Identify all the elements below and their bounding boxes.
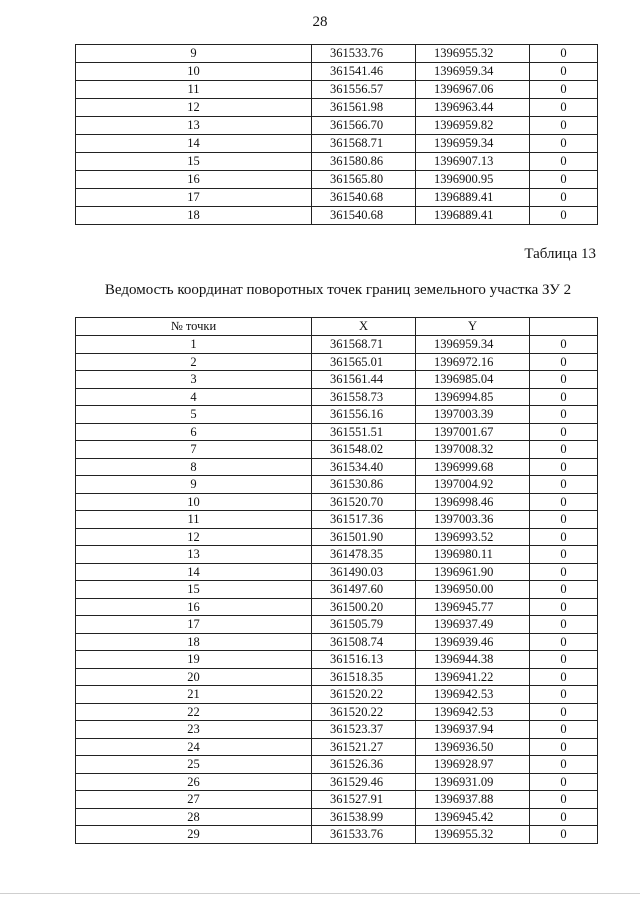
cell-x: 361556.16 — [312, 406, 416, 424]
table-row — [76, 703, 598, 721]
table-row — [76, 738, 598, 756]
cell-x: 361520.22 — [312, 686, 416, 704]
cell-point-number: 11 — [76, 81, 312, 99]
cell-value: 0 — [530, 353, 598, 371]
cell-x: 361490.03 — [312, 563, 416, 581]
cell-value: 0 — [530, 721, 598, 739]
cell-value: 0 — [530, 686, 598, 704]
cell-point-number: 15 — [76, 153, 312, 171]
cell-x: 361478.35 — [312, 546, 416, 564]
cell-x: 361526.36 — [312, 756, 416, 774]
cell-y: 1396999.68 — [416, 458, 530, 476]
cell-value: 0 — [530, 773, 598, 791]
cell-x: 361500.20 — [312, 598, 416, 616]
table-row — [76, 581, 598, 599]
table-row — [76, 99, 598, 117]
cell-point-number: 7 — [76, 441, 312, 459]
cell-y: 1396889.41 — [416, 189, 530, 207]
table-heading: Ведомость координат поворотных точек границ земельного участка ЗУ 2 — [104, 282, 572, 298]
cell-point-number: 16 — [76, 598, 312, 616]
cell-y: 1396963.44 — [416, 99, 530, 117]
cell-x: 361548.02 — [312, 441, 416, 459]
cell-value: 0 — [530, 528, 598, 546]
cell-point-number: 4 — [76, 388, 312, 406]
cell-x: 361516.13 — [312, 651, 416, 669]
cell-y: 1396972.16 — [416, 353, 530, 371]
table-row — [76, 598, 598, 616]
table-row — [76, 189, 598, 207]
cell-y: 1396942.53 — [416, 686, 530, 704]
cell-y: 1396959.34 — [416, 336, 530, 354]
cell-value: 0 — [530, 81, 598, 99]
cell-x: 361533.76 — [312, 45, 416, 63]
table-row — [76, 117, 598, 135]
cell-value: 0 — [530, 791, 598, 809]
table-row — [76, 773, 598, 791]
cell-y: 1396994.85 — [416, 388, 530, 406]
cell-y: 1396937.94 — [416, 721, 530, 739]
cell-value: 0 — [530, 546, 598, 564]
cell-value: 0 — [530, 598, 598, 616]
cell-x: 361580.86 — [312, 153, 416, 171]
cell-value: 0 — [530, 563, 598, 581]
cell-value: 0 — [530, 808, 598, 826]
cell-y: 1396955.32 — [416, 826, 530, 844]
cell-value: 0 — [530, 153, 598, 171]
cell-point-number: 24 — [76, 738, 312, 756]
table-row — [76, 441, 598, 459]
cell-value: 0 — [530, 171, 598, 189]
table-row — [76, 493, 598, 511]
table-row — [76, 563, 598, 581]
table-row — [76, 476, 598, 494]
cell-point-number: 20 — [76, 668, 312, 686]
table-row — [76, 458, 598, 476]
cell-x: 361508.74 — [312, 633, 416, 651]
cell-value: 0 — [530, 511, 598, 529]
cell-y: 1396945.77 — [416, 598, 530, 616]
cell-value: 0 — [530, 207, 598, 225]
cell-value: 0 — [530, 756, 598, 774]
table-row — [76, 511, 598, 529]
cell-point-number: 18 — [76, 207, 312, 225]
cell-point-number: 19 — [76, 651, 312, 669]
table-row — [76, 633, 598, 651]
cell-point-number: 8 — [76, 458, 312, 476]
header-x: X — [312, 318, 416, 336]
table-row — [76, 808, 598, 826]
cell-point-number: 26 — [76, 773, 312, 791]
table-row — [76, 826, 598, 844]
cell-point-number: 10 — [76, 63, 312, 81]
cell-x: 361538.99 — [312, 808, 416, 826]
cell-point-number: 3 — [76, 371, 312, 389]
cell-y: 1397001.67 — [416, 423, 530, 441]
cell-y: 1396907.13 — [416, 153, 530, 171]
table-row — [76, 353, 598, 371]
cell-value: 0 — [530, 668, 598, 686]
cell-value: 0 — [530, 135, 598, 153]
cell-value: 0 — [530, 493, 598, 511]
table-row — [76, 423, 598, 441]
header-extra — [530, 318, 598, 336]
cell-point-number: 28 — [76, 808, 312, 826]
cell-value: 0 — [530, 616, 598, 634]
cell-y: 1397004.92 — [416, 476, 530, 494]
cell-point-number: 16 — [76, 171, 312, 189]
cell-point-number: 17 — [76, 189, 312, 207]
table-row — [76, 388, 598, 406]
cell-value: 0 — [530, 189, 598, 207]
cell-point-number: 12 — [76, 99, 312, 117]
cell-x: 361523.37 — [312, 721, 416, 739]
table-row — [76, 651, 598, 669]
table-row — [76, 171, 598, 189]
cell-x: 361551.51 — [312, 423, 416, 441]
cell-point-number: 2 — [76, 353, 312, 371]
cell-y: 1396945.42 — [416, 808, 530, 826]
cell-value: 0 — [530, 371, 598, 389]
cell-value: 0 — [530, 738, 598, 756]
cell-value: 0 — [530, 423, 598, 441]
cell-x: 361520.70 — [312, 493, 416, 511]
cell-x: 361517.36 — [312, 511, 416, 529]
cell-point-number: 10 — [76, 493, 312, 511]
table-row — [76, 756, 598, 774]
cell-x: 361568.71 — [312, 135, 416, 153]
table-row — [76, 63, 598, 81]
table-row — [76, 528, 598, 546]
cell-y: 1396980.11 — [416, 546, 530, 564]
cell-y: 1396941.22 — [416, 668, 530, 686]
header-y: Y — [416, 318, 530, 336]
cell-value: 0 — [530, 476, 598, 494]
table-row — [76, 616, 598, 634]
table-row — [76, 668, 598, 686]
cell-point-number: 6 — [76, 423, 312, 441]
cell-y: 1396993.52 — [416, 528, 530, 546]
table-row — [76, 45, 598, 63]
cell-point-number: 21 — [76, 686, 312, 704]
cell-y: 1396950.00 — [416, 581, 530, 599]
cell-value: 0 — [530, 651, 598, 669]
cell-point-number: 25 — [76, 756, 312, 774]
cell-y: 1396928.97 — [416, 756, 530, 774]
cell-y: 1397003.39 — [416, 406, 530, 424]
cell-y: 1396967.06 — [416, 81, 530, 99]
cell-x: 361566.70 — [312, 117, 416, 135]
cell-y: 1396889.41 — [416, 207, 530, 225]
cell-point-number: 23 — [76, 721, 312, 739]
cell-point-number: 14 — [76, 563, 312, 581]
cell-value: 0 — [530, 441, 598, 459]
coordinates-table-continued — [75, 44, 598, 225]
cell-x: 361558.73 — [312, 388, 416, 406]
cell-y: 1396937.49 — [416, 616, 530, 634]
cell-value: 0 — [530, 406, 598, 424]
cell-y: 1396985.04 — [416, 371, 530, 389]
cell-value: 0 — [530, 581, 598, 599]
cell-x: 361540.68 — [312, 189, 416, 207]
cell-y: 1396900.95 — [416, 171, 530, 189]
table-row — [76, 791, 598, 809]
cell-point-number: 12 — [76, 528, 312, 546]
cell-y: 1396944.38 — [416, 651, 530, 669]
cell-point-number: 17 — [76, 616, 312, 634]
cell-x: 361533.76 — [312, 826, 416, 844]
cell-y: 1396959.34 — [416, 63, 530, 81]
cell-point-number: 9 — [76, 45, 312, 63]
cell-x: 361501.90 — [312, 528, 416, 546]
cell-point-number: 15 — [76, 581, 312, 599]
cell-x: 361565.80 — [312, 171, 416, 189]
cell-value: 0 — [530, 99, 598, 117]
cell-point-number: 27 — [76, 791, 312, 809]
cell-x: 361568.71 — [312, 336, 416, 354]
cell-value: 0 — [530, 458, 598, 476]
cell-x: 361521.27 — [312, 738, 416, 756]
table-row — [76, 81, 598, 99]
table-row — [76, 686, 598, 704]
table-row — [76, 371, 598, 389]
cell-value: 0 — [530, 336, 598, 354]
cell-x: 361561.44 — [312, 371, 416, 389]
cell-point-number: 11 — [76, 511, 312, 529]
cell-y: 1397003.36 — [416, 511, 530, 529]
cell-point-number: 18 — [76, 633, 312, 651]
table-row — [76, 135, 598, 153]
cell-y: 1396931.09 — [416, 773, 530, 791]
cell-y: 1396998.46 — [416, 493, 530, 511]
cell-x: 361540.68 — [312, 207, 416, 225]
table-header-row — [76, 318, 598, 336]
cell-y: 1396937.88 — [416, 791, 530, 809]
cell-point-number: 29 — [76, 826, 312, 844]
cell-x: 361530.86 — [312, 476, 416, 494]
cell-point-number: 22 — [76, 703, 312, 721]
cell-point-number: 5 — [76, 406, 312, 424]
cell-y: 1396961.90 — [416, 563, 530, 581]
cell-value: 0 — [530, 703, 598, 721]
cell-point-number: 1 — [76, 336, 312, 354]
cell-y: 1396955.32 — [416, 45, 530, 63]
table-row — [76, 546, 598, 564]
cell-x: 361497.60 — [312, 581, 416, 599]
header-point-number: № точки — [76, 318, 312, 336]
cell-y: 1396959.34 — [416, 135, 530, 153]
cell-x: 361541.46 — [312, 63, 416, 81]
table-row — [76, 207, 598, 225]
cell-value: 0 — [530, 826, 598, 844]
page-number: 28 — [312, 14, 328, 30]
cell-y: 1396942.53 — [416, 703, 530, 721]
cell-point-number: 9 — [76, 476, 312, 494]
table-row — [76, 721, 598, 739]
table-row — [76, 153, 598, 171]
cell-value: 0 — [530, 117, 598, 135]
footer-rule — [0, 893, 640, 894]
cell-value: 0 — [530, 45, 598, 63]
cell-x: 361529.46 — [312, 773, 416, 791]
cell-y: 1396959.82 — [416, 117, 530, 135]
table-row — [76, 406, 598, 424]
cell-y: 1396939.46 — [416, 633, 530, 651]
cell-value: 0 — [530, 388, 598, 406]
cell-x: 361565.01 — [312, 353, 416, 371]
cell-x: 361518.35 — [312, 668, 416, 686]
cell-x: 361556.57 — [312, 81, 416, 99]
cell-y: 1397008.32 — [416, 441, 530, 459]
cell-value: 0 — [530, 633, 598, 651]
cell-x: 361534.40 — [312, 458, 416, 476]
table-caption: Таблица 13 — [524, 246, 596, 262]
cell-x: 361561.98 — [312, 99, 416, 117]
cell-y: 1396936.50 — [416, 738, 530, 756]
table-row — [76, 336, 598, 354]
cell-x: 361520.22 — [312, 703, 416, 721]
cell-x: 361527.91 — [312, 791, 416, 809]
cell-x: 361505.79 — [312, 616, 416, 634]
cell-point-number: 13 — [76, 117, 312, 135]
cell-point-number: 13 — [76, 546, 312, 564]
cell-value: 0 — [530, 63, 598, 81]
coordinates-table-zu2 — [75, 317, 598, 844]
cell-point-number: 14 — [76, 135, 312, 153]
